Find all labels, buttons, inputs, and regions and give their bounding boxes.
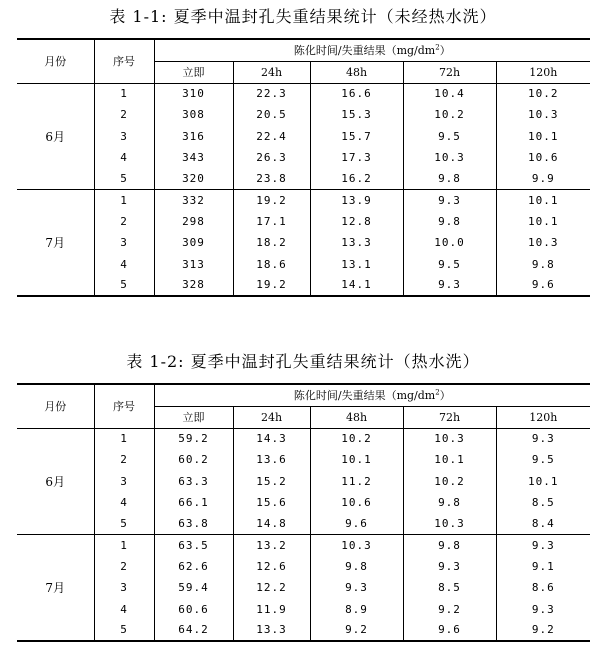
value-cell: 9.6 bbox=[496, 275, 590, 296]
table-row bbox=[17, 449, 590, 470]
time-column-header: 48h bbox=[310, 61, 403, 83]
value-cell: 12.2 bbox=[233, 577, 310, 598]
seq-cell: 3 bbox=[94, 577, 154, 598]
month-cell: 6月 bbox=[17, 428, 94, 534]
table-row bbox=[17, 211, 590, 232]
value-cell: 8.5 bbox=[531, 496, 555, 510]
seq-cell: 3 bbox=[94, 471, 154, 492]
seq-cell: 1 bbox=[94, 428, 154, 449]
time-column-header: 48h bbox=[310, 406, 403, 428]
group-header-tail: ） bbox=[439, 389, 451, 403]
value-cell: 9.3 bbox=[310, 577, 403, 598]
value-cell: 15.7 bbox=[310, 126, 403, 147]
value-cell: 9.3 bbox=[531, 432, 555, 446]
value-cell: 310 bbox=[154, 83, 233, 104]
aging-time-group-header bbox=[154, 384, 590, 406]
seq-column-header: 序号 bbox=[94, 384, 154, 428]
value-cell: 9.9 bbox=[496, 168, 590, 189]
value-cell: 60.2 bbox=[154, 449, 233, 470]
time-column-header: 120h bbox=[496, 61, 590, 83]
value-cell: 309 bbox=[154, 232, 233, 253]
value-cell: 9.5 bbox=[403, 253, 496, 274]
value-cell: 10.4 bbox=[403, 83, 496, 104]
table-2-caption: 表 1-2: 夏季中温封孔失重结果统计（热水洗） bbox=[126, 352, 480, 371]
value-cell: 10.1 bbox=[528, 193, 559, 207]
value-cell: 8.9 bbox=[310, 598, 403, 619]
table-row bbox=[17, 189, 590, 210]
value-cell: 13.3 bbox=[233, 620, 310, 641]
month-cell: 7月 bbox=[17, 534, 94, 640]
value-cell: 298 bbox=[154, 211, 233, 232]
seq-cell: 1 bbox=[94, 189, 154, 210]
value-cell: 10.3 bbox=[403, 513, 496, 534]
seq-cell: 5 bbox=[94, 168, 154, 189]
value-cell: 8.6 bbox=[531, 581, 555, 595]
table-row bbox=[17, 104, 590, 125]
value-cell: 13.6 bbox=[233, 449, 310, 470]
value-cell: 316 bbox=[154, 126, 233, 147]
value-cell: 308 bbox=[154, 104, 233, 125]
table-row bbox=[17, 556, 590, 577]
table-row bbox=[17, 471, 590, 492]
value-cell: 10.3 bbox=[528, 236, 559, 250]
table-2 bbox=[17, 383, 590, 642]
table-row bbox=[17, 620, 590, 641]
value-cell: 10.6 bbox=[528, 151, 559, 165]
value-cell: 9.3 bbox=[403, 556, 496, 577]
value-cell: 313 bbox=[154, 253, 233, 274]
value-cell: 63.3 bbox=[154, 471, 233, 492]
value-cell: 9.8 bbox=[403, 492, 496, 513]
value-cell: 18.2 bbox=[233, 232, 310, 253]
value-cell: 12.6 bbox=[233, 556, 310, 577]
value-cell: 10.2 bbox=[403, 471, 496, 492]
seq-cell: 4 bbox=[94, 598, 154, 619]
seq-cell: 2 bbox=[94, 449, 154, 470]
value-cell: 8.4 bbox=[496, 513, 590, 534]
group-header-superscript: 2 bbox=[435, 43, 440, 52]
table-row bbox=[17, 577, 590, 598]
value-cell: 9.6 bbox=[403, 620, 496, 641]
value-cell: 8.5 bbox=[403, 577, 496, 598]
table-row bbox=[17, 253, 590, 274]
value-cell: 9.1 bbox=[531, 559, 555, 573]
aging-time-group-header bbox=[154, 39, 590, 61]
group-header-superscript: 2 bbox=[435, 388, 440, 397]
value-cell: 9.5 bbox=[531, 453, 555, 467]
value-cell: 14.8 bbox=[233, 513, 310, 534]
table-row bbox=[17, 147, 590, 168]
value-cell: 10.3 bbox=[528, 108, 559, 122]
group-header-tail: ） bbox=[439, 44, 451, 58]
value-cell: 10.3 bbox=[403, 428, 496, 449]
value-cell: 9.3 bbox=[403, 189, 496, 210]
table-row bbox=[17, 126, 590, 147]
value-cell: 332 bbox=[154, 189, 233, 210]
table-row bbox=[17, 492, 590, 513]
time-column-header: 72h bbox=[403, 61, 496, 83]
value-cell: 9.2 bbox=[310, 620, 403, 641]
group-header-label: 陈化时间/失重结果（mg/dm bbox=[293, 389, 436, 403]
value-cell: 10.1 bbox=[528, 129, 559, 143]
seq-cell: 4 bbox=[94, 253, 154, 274]
value-cell: 10.1 bbox=[528, 214, 559, 228]
time-column-header: 72h bbox=[403, 406, 496, 428]
value-cell: 9.6 bbox=[310, 513, 403, 534]
value-cell: 10.3 bbox=[310, 534, 403, 555]
value-cell: 11.9 bbox=[233, 598, 310, 619]
month-cell: 6月 bbox=[17, 83, 94, 189]
header-row-top bbox=[17, 39, 590, 61]
table-row bbox=[17, 534, 590, 555]
seq-cell: 4 bbox=[94, 147, 154, 168]
seq-cell: 5 bbox=[94, 620, 154, 641]
table-1-caption: 表 1-1: 夏季中温封孔失重结果统计（未经热水洗） bbox=[109, 7, 497, 26]
table-row bbox=[17, 83, 590, 104]
time-column-header: 24h bbox=[233, 61, 310, 83]
value-cell: 9.8 bbox=[310, 556, 403, 577]
value-cell: 13.3 bbox=[310, 232, 403, 253]
time-column-header: 120h bbox=[496, 406, 590, 428]
value-cell: 320 bbox=[154, 168, 233, 189]
seq-cell: 4 bbox=[94, 492, 154, 513]
value-cell: 16.6 bbox=[310, 83, 403, 104]
value-cell: 15.6 bbox=[233, 492, 310, 513]
table-row bbox=[17, 168, 590, 189]
value-cell: 10.6 bbox=[310, 492, 403, 513]
value-cell: 14.3 bbox=[233, 428, 310, 449]
value-cell: 13.1 bbox=[310, 253, 403, 274]
table-row bbox=[17, 275, 590, 296]
seq-cell: 3 bbox=[94, 232, 154, 253]
value-cell: 10.2 bbox=[528, 87, 559, 101]
value-cell: 15.2 bbox=[233, 471, 310, 492]
value-cell: 11.2 bbox=[310, 471, 403, 492]
value-cell: 63.5 bbox=[154, 534, 233, 555]
seq-cell: 3 bbox=[94, 126, 154, 147]
value-cell: 16.2 bbox=[310, 168, 403, 189]
table-row bbox=[17, 428, 590, 449]
value-cell: 10.2 bbox=[403, 104, 496, 125]
seq-cell: 2 bbox=[94, 211, 154, 232]
value-cell: 9.3 bbox=[531, 602, 555, 616]
group-header-label: 陈化时间/失重结果（mg/dm bbox=[293, 44, 436, 58]
seq-column-header: 序号 bbox=[94, 39, 154, 83]
value-cell: 343 bbox=[154, 147, 233, 168]
table-row bbox=[17, 513, 590, 534]
value-cell: 12.8 bbox=[310, 211, 403, 232]
month-cell: 7月 bbox=[17, 189, 94, 295]
value-cell: 19.2 bbox=[233, 189, 310, 210]
value-cell: 9.8 bbox=[403, 534, 496, 555]
value-cell: 63.8 bbox=[154, 513, 233, 534]
value-cell: 19.2 bbox=[233, 275, 310, 296]
value-cell: 66.1 bbox=[154, 492, 233, 513]
value-cell: 59.4 bbox=[154, 577, 233, 598]
value-cell: 62.6 bbox=[154, 556, 233, 577]
value-cell: 60.6 bbox=[154, 598, 233, 619]
value-cell: 17.1 bbox=[233, 211, 310, 232]
value-cell: 10.1 bbox=[310, 449, 403, 470]
value-cell: 14.1 bbox=[310, 275, 403, 296]
value-cell: 18.6 bbox=[233, 253, 310, 274]
value-cell: 9.8 bbox=[403, 211, 496, 232]
value-cell: 23.8 bbox=[233, 168, 310, 189]
value-cell: 9.5 bbox=[403, 126, 496, 147]
month-column-header: 月份 bbox=[17, 39, 94, 83]
value-cell: 22.4 bbox=[233, 126, 310, 147]
value-cell: 10.0 bbox=[403, 232, 496, 253]
value-cell: 17.3 bbox=[310, 147, 403, 168]
seq-cell: 1 bbox=[94, 534, 154, 555]
value-cell: 9.8 bbox=[531, 257, 555, 271]
value-cell: 10.1 bbox=[403, 449, 496, 470]
table-row bbox=[17, 232, 590, 253]
time-column-header: 立即 bbox=[154, 406, 233, 428]
value-cell: 9.8 bbox=[403, 168, 496, 189]
table-1 bbox=[17, 38, 590, 297]
table-row bbox=[17, 598, 590, 619]
time-column-header: 24h bbox=[233, 406, 310, 428]
value-cell: 9.2 bbox=[403, 598, 496, 619]
value-cell: 22.3 bbox=[233, 83, 310, 104]
value-cell: 9.3 bbox=[403, 275, 496, 296]
seq-cell: 2 bbox=[94, 556, 154, 577]
value-cell: 10.1 bbox=[528, 474, 559, 488]
seq-cell: 1 bbox=[94, 83, 154, 104]
value-cell: 13.9 bbox=[310, 189, 403, 210]
value-cell: 13.2 bbox=[233, 534, 310, 555]
value-cell: 15.3 bbox=[310, 104, 403, 125]
value-cell: 20.5 bbox=[233, 104, 310, 125]
value-cell: 10.2 bbox=[310, 428, 403, 449]
time-column-header: 立即 bbox=[154, 61, 233, 83]
seq-cell: 5 bbox=[94, 513, 154, 534]
value-cell: 9.2 bbox=[496, 620, 590, 641]
value-cell: 59.2 bbox=[154, 428, 233, 449]
seq-cell: 5 bbox=[94, 275, 154, 296]
header-row-top bbox=[17, 384, 590, 406]
seq-cell: 2 bbox=[94, 104, 154, 125]
value-cell: 328 bbox=[154, 275, 233, 296]
month-column-header: 月份 bbox=[17, 384, 94, 428]
value-cell: 9.3 bbox=[531, 538, 555, 552]
value-cell: 26.3 bbox=[233, 147, 310, 168]
value-cell: 10.3 bbox=[403, 147, 496, 168]
value-cell: 64.2 bbox=[154, 620, 233, 641]
